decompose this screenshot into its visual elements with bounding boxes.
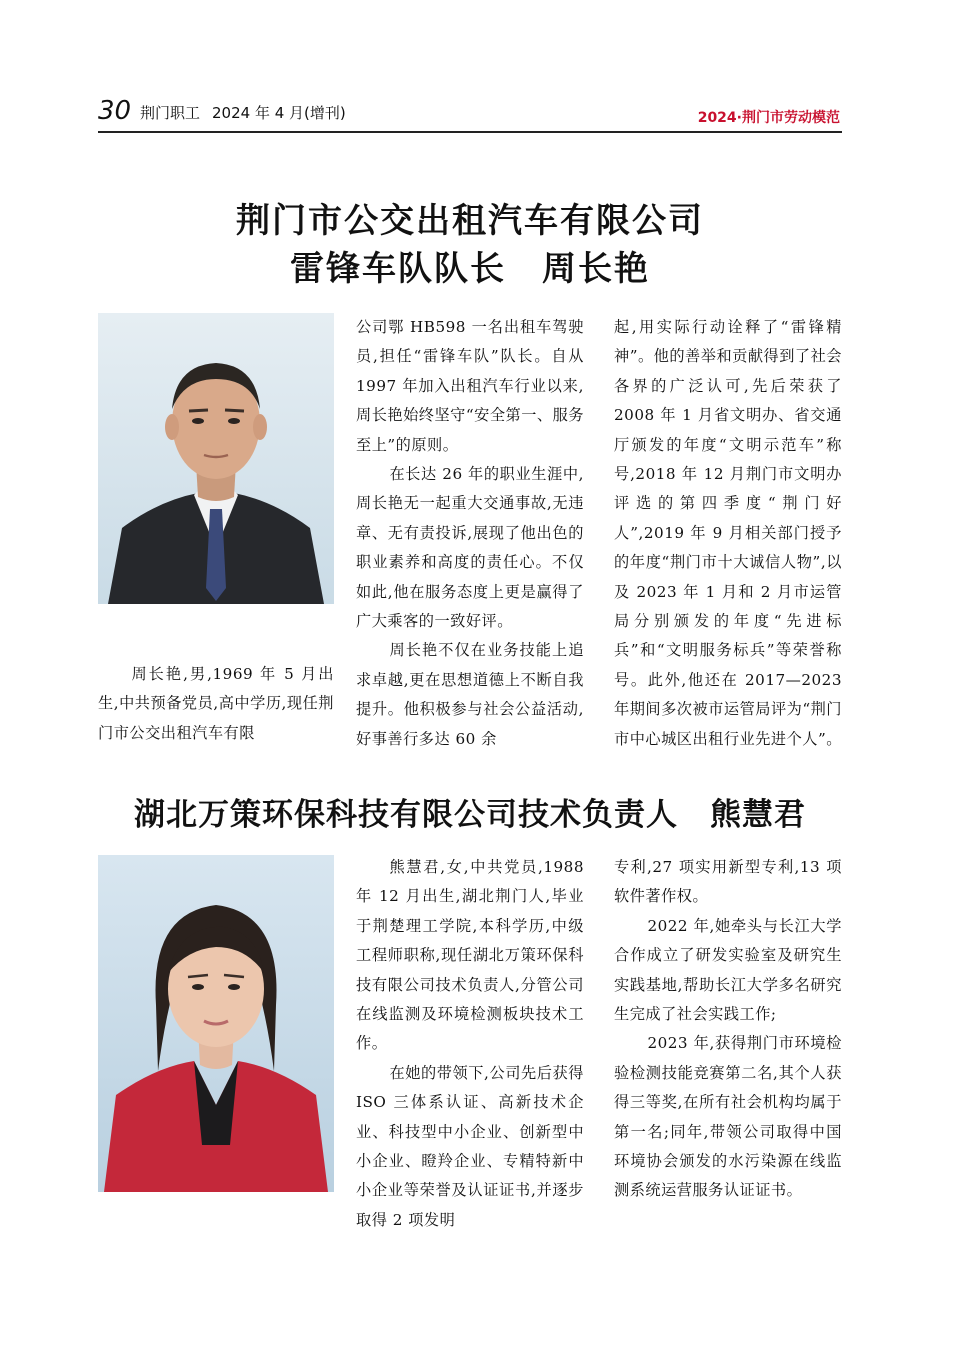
profile1-column-2: [614, 313, 842, 754]
profile1-caption-text: 周长艳,男,1969 年 5 月出生,中共预备党员,高中学历,现任荆门市公交出租汽车有限: [98, 665, 334, 742]
profile2-col2-para3: 2023 年,获得荆门市环境检验检测技能竞赛第二名,其个人获得三等奖,在所有社会机构均属于第一名;同年,带领公司取得中国环境协会颁发的水污染源在线监测系统运营服务认证证书。: [614, 1034, 842, 1200]
portrait-photo-xiong: [98, 855, 334, 1192]
profile1-caption: [98, 660, 334, 748]
profile2-col2-para1: 专利,27 项实用新型专利,13 项软件著作权。: [614, 858, 842, 906]
profile2-column-2: [614, 853, 842, 1206]
profile1-col1-para1: 公司鄂 HB598 一名出租车驾驶员,担任“雷锋车队”队长。自从 1997 年加入出租汽车行业以来,周长艳始终坚守“安全第一、服务至上”的原则。: [356, 318, 584, 454]
profile2-column-1: [356, 853, 584, 1235]
profile1-col2-para1: 起,用实际行动诠释了“雷锋精神”。他的善举和贡献得到了社会各界的广泛认可,先后荣获了 2008 年 1 月省文明办、省交通厅颁发的年度“文明示范车”称号,2018 年 12 月荆门市文明办评选的第四季度“荆门好人”,2019 年 9 月相关部门授予的年度“荆门市十大诚信人物”,以及 2023 年 1 月和 2 月市运管局分别颁发的年度“先进标兵”和“文明服务标兵”等荣誉称号。此外,他还在 2017—2023 年期间多次被市运管局评为“荆门市中心城区出租行业先进个人”。: [614, 318, 842, 748]
header-rule: [98, 131, 842, 133]
profile1-title-line1: 荆门市公交出租汽车有限公司: [236, 201, 704, 241]
profile1-col1-para2: 在长达 26 年的职业生涯中,周长艳无一起重大交通事故,无违章、无有责投诉,展现了他出色的职业素养和高度的责任心。不仅如此,他在服务态度上更是赢得了广大乘客的一致好评。: [356, 465, 584, 631]
magazine-name: 荆门职工: [140, 104, 201, 122]
profile1-column-1: [356, 313, 584, 754]
profile2-col2-para2: 2022 年,她牵头与长江大学合作成立了研发实验室及研究生实践基地,帮助长江大学多名研究生完成了社会实践工作;: [614, 916, 842, 1024]
page-number: 30: [98, 96, 132, 126]
portrait-photo-zhou: [98, 313, 334, 604]
profile2-col1-para1: 熊慧君,女,中共党员,1988 年 12 月出生,湖北荆门人,毕业于荆楚理工学院,本科学历,中级工程师职称,现任湖北万策环保科技有限公司技术负责人,分管公司在线监测及环境检测板块技术工作。: [356, 858, 584, 1053]
profile2-title: 湖北万策环保科技有限公司技术负责人 熊慧君: [134, 797, 806, 833]
profile1-title-line2: 雷锋车队队长 周长艳: [290, 249, 650, 289]
profile1-col1-para3: 周长艳不仅在业务技能上追求卓越,更在思想道德上不断自我提升。他积极参与社会公益活动,好事善行多达 60 余: [356, 641, 584, 748]
series-title: 2024·荆门市劳动模范: [697, 110, 840, 126]
issue-date: 2024 年 4 月(增刊): [212, 104, 346, 122]
profile2-col1-para2: 在她的带领下,公司先后获得 ISO 三体系认证、高新技术企业、科技型中小企业、创新型中小企业、瞪羚企业、专精特新中小企业等荣誉及认证证书,并逐步取得 2 项发明: [356, 1063, 584, 1229]
